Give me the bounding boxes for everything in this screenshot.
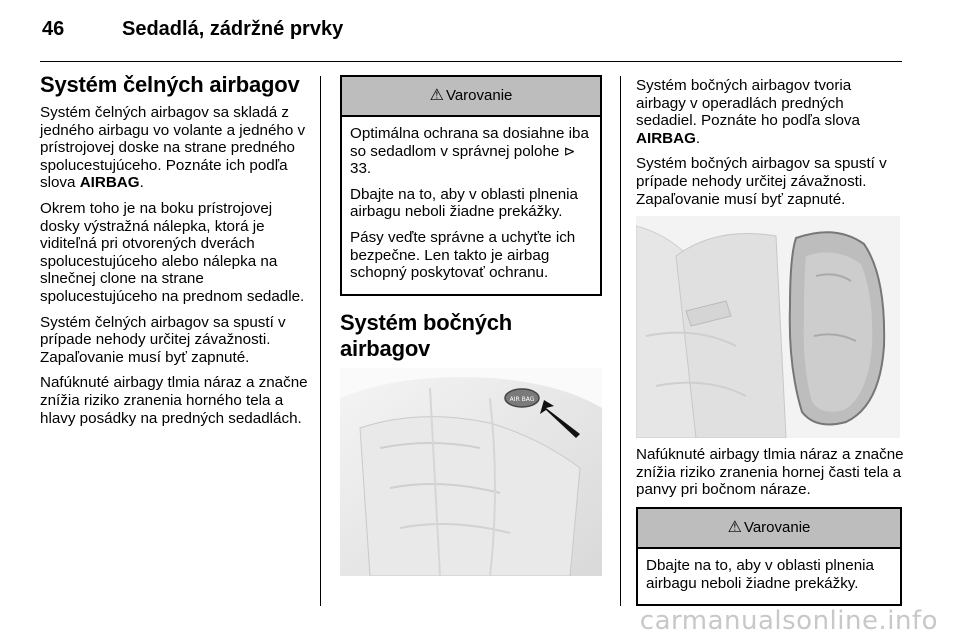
column-divider-right bbox=[620, 76, 621, 606]
column-middle bbox=[340, 75, 602, 576]
section-heading-side: Systém bočných airbagov bbox=[340, 309, 513, 361]
warning-body bbox=[342, 117, 600, 294]
paragraph: Systém bočných airbagov tvoria airbagy v operadlách predných sedadiel. Poznáte ho podľa slova AIRBAG. bbox=[636, 77, 860, 147]
warning-paragraph: Optimálna ochrana sa dosiahne iba so sedadlom v správnej polohe ⊳ 33. bbox=[350, 125, 589, 178]
warning-triangle-icon: ⚠ bbox=[727, 519, 742, 537]
chapter-title: Sedadlá, zádržné prvky bbox=[122, 18, 344, 40]
warning-body bbox=[638, 549, 900, 604]
warning-header bbox=[638, 509, 900, 549]
seat-airbag-label-illustration bbox=[340, 368, 602, 576]
paragraph: Systém čelných airbagov sa spustí v prípade nehody určitej závažnosti. Zapaľovanie musí byť zapnuté. bbox=[40, 313, 286, 366]
page-reference-icon: ⊳ bbox=[563, 142, 576, 159]
paragraph: Okrem toho je na boku prístrojovej dosky výstražná nálepka, ktorá je viditeľná pri otvorených dverách spolucestujúceho alebo nálepka na slnečnej clone na strane spolucestujúceho na prednom sedadle. bbox=[40, 199, 305, 305]
side-airbag-illustration bbox=[636, 216, 900, 438]
warning-label: Varovanie bbox=[445, 87, 513, 105]
paragraph: Nafúknuté airbagy tlmia náraz a značne znížia riziko zranenia hornej časti tela a panvy pri bočnom náraze. bbox=[636, 446, 904, 499]
warning-box bbox=[636, 507, 902, 606]
paragraph: Systém čelných airbagov sa skladá z jedného airbagu vo volante a jedného v prístrojovej doske na strane predného spolucestujúceho. Poznáte ich podľa slova AIRBAG. bbox=[40, 104, 306, 192]
section-heading-frontal: Systém čelných airbagov bbox=[40, 72, 300, 97]
airbag-label: AIRBAG bbox=[636, 129, 696, 147]
warning-paragraph: Pásy veďte správne a uchyťte ich bezpečne. Len takto je airbag schopný poskytovať ochranu. bbox=[350, 228, 576, 282]
warning-paragraph: Dbajte na to, aby v oblasti plnenia airbagu neboli žiadne prekážky. bbox=[646, 556, 874, 592]
airbag-label: AIRBAG bbox=[79, 174, 140, 192]
warning-triangle-icon: ⚠ bbox=[429, 87, 444, 105]
warning-box bbox=[340, 75, 602, 296]
paragraph: Nafúknuté airbagy tlmia náraz a značne znížia riziko zranenia horného tela a hlavy posádky na predných sedadlách. bbox=[40, 374, 308, 427]
warning-header bbox=[342, 77, 600, 117]
warning-label: Varovanie bbox=[743, 519, 811, 537]
column-frontal-airbags bbox=[40, 72, 310, 435]
column-side-airbags bbox=[636, 77, 904, 606]
warning-paragraph: Dbajte na to, aby v oblasti plnenia airbagu neboli žiadne prekážky. bbox=[350, 185, 578, 221]
seat-airbag-tag: AIR BAG bbox=[509, 395, 535, 403]
column-divider-left bbox=[320, 76, 321, 606]
header-rule bbox=[40, 61, 902, 62]
watermark: carmanualsonline.info bbox=[639, 606, 938, 636]
paragraph: Systém bočných airbagov sa spustí v prípade nehody určitej závažnosti. Zapaľovanie musí byť zapnuté. bbox=[636, 155, 887, 208]
page-header bbox=[42, 18, 902, 58]
page-number: 46 bbox=[42, 18, 65, 40]
